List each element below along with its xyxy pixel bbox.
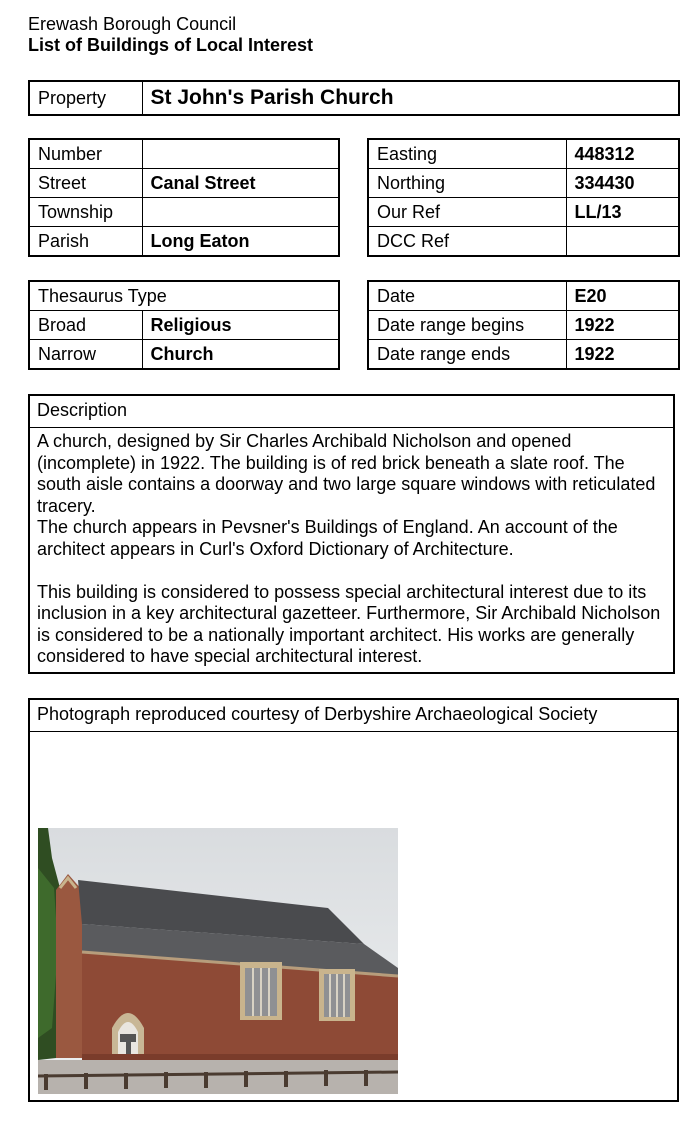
date-ends-label: Date range ends	[368, 340, 566, 370]
description-paragraph: This building is considered to possess special architectural interest due to its inclusion in a key architectural gazetteer. Furthermore, Sir Archibald Nicholson is considered to be a nationally important architect. His works are generally considered to have special architectural interest.	[37, 581, 661, 667]
refs-table	[367, 138, 680, 257]
description-heading: Description	[30, 396, 673, 428]
township-label: Township	[29, 198, 142, 227]
street-label: Street	[29, 169, 142, 198]
table-row	[368, 311, 679, 340]
property-label: Property	[29, 81, 142, 115]
parish-value: Long Eaton	[142, 227, 339, 257]
council-name: Erewash Borough Council	[28, 14, 237, 34]
table-row	[368, 169, 679, 198]
northing-value: 334430	[566, 169, 679, 198]
number-value	[142, 139, 339, 169]
narrow-label: Narrow	[29, 340, 142, 370]
our-ref-value: LL/13	[566, 198, 679, 227]
thesaurus-heading: Thesaurus Type	[29, 281, 339, 311]
our-ref-label: Our Ref	[368, 198, 566, 227]
narrow-value: Church	[142, 340, 339, 370]
table-row	[368, 281, 679, 311]
table-row	[29, 169, 339, 198]
description-body	[30, 428, 673, 671]
northing-label: Northing	[368, 169, 566, 198]
table-row	[29, 139, 339, 169]
date-label: Date	[368, 281, 566, 311]
church-photograph	[38, 828, 398, 1094]
table-row	[368, 139, 679, 169]
broad-value: Religious	[142, 311, 339, 340]
number-label: Number	[29, 139, 142, 169]
table-row	[29, 198, 339, 227]
property-table	[28, 80, 680, 116]
thesaurus-table	[28, 280, 340, 370]
easting-value: 448312	[566, 139, 679, 169]
table-row	[368, 198, 679, 227]
table-row	[29, 227, 339, 257]
parish-label: Parish	[29, 227, 142, 257]
easting-label: Easting	[368, 139, 566, 169]
date-value: E20	[566, 281, 679, 311]
photograph-caption: Photograph reproduced courtesy of Derbyshire Archaeological Society	[30, 700, 677, 732]
table-row	[29, 281, 339, 311]
photograph-box	[28, 698, 679, 1102]
dates-table	[367, 280, 680, 370]
table-row	[29, 340, 339, 370]
table-row	[368, 227, 679, 257]
date-ends-value: 1922	[566, 340, 679, 370]
broad-label: Broad	[29, 311, 142, 340]
dcc-ref-value	[566, 227, 679, 257]
address-table	[28, 138, 340, 257]
street-value: Canal Street	[142, 169, 339, 198]
description-box	[28, 394, 675, 674]
property-value: St John's Parish Church	[142, 81, 679, 115]
date-begins-value: 1922	[566, 311, 679, 340]
list-title: List of Buildings of Local Interest	[28, 35, 314, 55]
description-paragraph: A church, designed by Sir Charles Archibald Nicholson and opened (incomplete) in 1922. The building is of red brick beneath a slate roof. The south aisle contains a doorway and two large square windows with reticulated tracery.	[37, 431, 656, 516]
date-begins-label: Date range begins	[368, 311, 566, 340]
dcc-ref-label: DCC Ref	[368, 227, 566, 257]
table-row	[29, 311, 339, 340]
table-row	[368, 340, 679, 370]
description-paragraph: The church appears in Pevsner's Buildings of England. An account of the architect appears in Curl's Oxford Dictionary of Architecture.	[37, 517, 618, 559]
township-value	[142, 198, 339, 227]
